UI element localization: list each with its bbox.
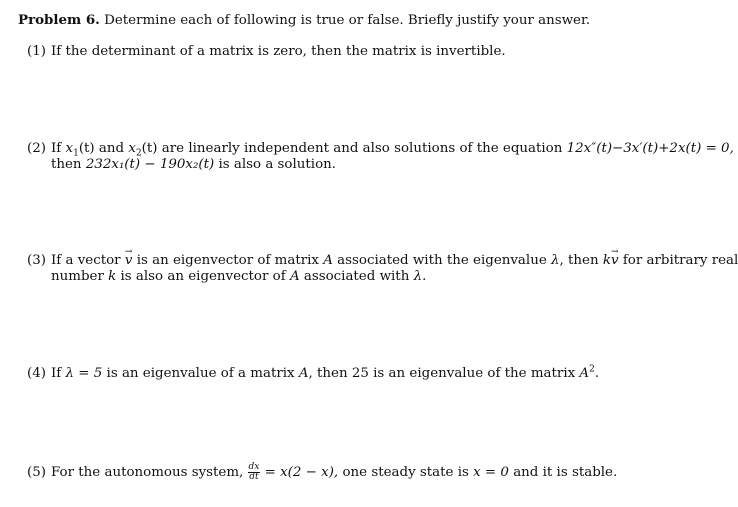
item-text: then xyxy=(51,157,82,172)
item-text: . xyxy=(594,366,600,381)
item-text: are linearly independent and also solutions of the equation xyxy=(161,141,563,156)
item-4 xyxy=(27,366,647,382)
item-1 xyxy=(27,44,647,60)
math-matrix-a: A xyxy=(298,366,309,381)
item-text: If xyxy=(51,141,62,156)
item-text: , then 25 is an eigenvalue of the matrix xyxy=(308,366,576,381)
math-equation: 12x″(t)−3x′(t)+2x(t) = 0, xyxy=(566,141,734,156)
math-lambda: λ xyxy=(551,253,560,268)
math-matrix-a: A xyxy=(323,253,333,268)
math-vector-v: v → xyxy=(125,253,133,269)
math-k: k xyxy=(108,269,117,284)
item-text: If xyxy=(51,366,62,381)
math-expression: x = 0 xyxy=(473,465,509,480)
item-number: (3) xyxy=(27,253,46,268)
item-text: for arbitrary real xyxy=(622,253,738,268)
item-text: is also an eigenvector of xyxy=(120,269,286,284)
math-expression: λ = 5 xyxy=(65,366,103,381)
item-text: and it is stable. xyxy=(513,465,618,480)
item-text: associated with the eigenvalue xyxy=(337,253,547,268)
math-a-squared: $A^2$ xyxy=(579,364,595,381)
item-text: If a vector xyxy=(51,253,121,268)
problem-heading xyxy=(18,11,590,30)
math-lambda: λ. xyxy=(413,269,427,284)
item-text: associated with xyxy=(303,269,410,284)
item-text: , then xyxy=(559,253,599,268)
math-expression: = x(2 − x), xyxy=(264,465,339,480)
item-text: For the autonomous system, xyxy=(51,465,244,480)
item-text: one steady state is xyxy=(342,465,469,480)
item-text: number xyxy=(51,269,104,284)
item-number: (1) xyxy=(27,44,46,59)
item-3 xyxy=(27,253,738,285)
item-text: and xyxy=(98,141,125,156)
item-5 xyxy=(27,463,647,482)
math-kv: kv → xyxy=(603,253,619,268)
item-text: is also a solution. xyxy=(218,157,337,172)
item-text: is an eigenvector of matrix xyxy=(136,253,319,268)
item-number: (4) xyxy=(27,366,46,381)
problem-instruction: Determine each of following is true or false. Briefly justify your answer. xyxy=(104,13,591,28)
math-expression: 232x₁(t) − 190x₂(t) xyxy=(85,157,215,172)
item-text: If the determinant of a matrix is zero, then the matrix is invertible. xyxy=(51,44,506,59)
math-derivative-fraction: $\frac{dx}{dt}$ xyxy=(248,462,260,482)
math-x1: $x_1(t)$ xyxy=(65,141,95,159)
item-2 xyxy=(27,141,734,173)
item-text: is an eigenvalue of a matrix xyxy=(106,366,295,381)
math-matrix-a: A xyxy=(289,269,300,284)
problem-label: Problem 6. xyxy=(18,12,100,28)
item-number: (5) xyxy=(27,465,46,480)
math-x2: $x_2(t)$ xyxy=(128,141,158,159)
item-number: (2) xyxy=(27,141,46,156)
